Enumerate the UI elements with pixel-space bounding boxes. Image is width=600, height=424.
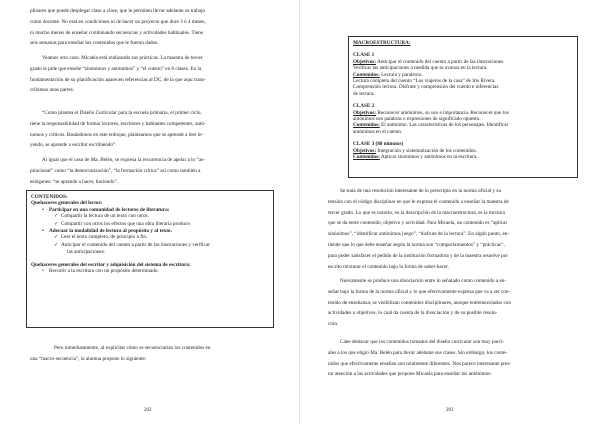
text-line: ales a los que eligió Ma. Belén para llevar adelante sus clases. Sin embargo, los conte- <box>328 349 508 356</box>
text-line: tenido de enseñanza; se visibilizan contenidos disciplinares, aunque entremezclados con <box>328 299 511 306</box>
text-line: como docente. No está en condiciones ni de hacer un proyecto que dure 3 ó 4 meses, <box>30 18 206 25</box>
text-line: actividades u objetivos, lo cual da cuenta de la disociación y de su posible resolu- <box>328 310 498 317</box>
text-line: tiende que lo que debe enseñar según la norma son “comportamientos” y “prácticas”, <box>328 241 505 248</box>
box-subitem: ✓ Leer el texto completo, de principio a fin. <box>31 234 269 241</box>
objectives-text: Anticipar el contenido del cuento a partir de las ilustraciones. <box>376 58 505 65</box>
box-item: • Adecuar la modalidad de lectura al propósito y al texto. <box>31 228 269 234</box>
page-number: 203 <box>446 408 454 413</box>
objectives-text: Reconocer antónimos, su uso e importancia. Reconocer que los <box>376 109 509 116</box>
left-paragraph-1 <box>30 6 274 49</box>
text-line: nidos que efectivamente enseñan son totalmente diferentes. Nos parece interesante pres- <box>328 360 512 367</box>
text-line: sinónimos”, “identificar antónimos juego”, “disfrute de la lectura”. En algún punto, en- <box>328 231 510 238</box>
box-title: CONTENIDOS: <box>31 194 68 200</box>
text-line: tiene la responsabilidad de formar lectores, escritores y hablantes competentes, autó- <box>30 120 206 127</box>
text-line: seis semanas para enseñar los contenidos que le fueron dados. <box>30 40 159 47</box>
text-line: nomos y críticos. Basándonos en este enfoque, planteamos que se aprende a leer le- <box>30 131 204 138</box>
class-3-title: CLASE 3 (80 minutos) <box>353 141 404 148</box>
text-line: Se trata de una resolución interesante de lo prescripto en la norma oficial y su <box>340 188 502 194</box>
class-2-title: CLASE 2 <box>353 103 375 110</box>
box-subtitle-2: Quehaceres generales del escritor y adquisición del sistema de escritura: <box>31 261 191 268</box>
right-paragraph-3 <box>328 337 578 380</box>
text-line: señar bajo la forma de la norma oficial y lo que efectivamente expresa que va a ser con- <box>328 288 511 295</box>
box-subitem: ✓ Compartir con otros los efectos que una obra literaria produce. <box>31 221 269 228</box>
box-item: • Recurrir a la escritura con un propósito determinado. <box>31 268 269 274</box>
text-line: ni mucho menos de enseñar combinando secuencias y actividades habituales. Tiene <box>30 29 204 36</box>
box-line: Lectura completa del cuento “Los viajeros de la casa” de Iris Rivera. <box>353 78 496 85</box>
text-line: Al igual que el caso de Ma. Belén, se expresa la recurrencia de apelar a lo “as- <box>42 157 205 163</box>
box-subitem: ✓ Compartir la lectura de un texto con otros. <box>31 213 269 220</box>
left-quote-paragraph <box>30 108 274 151</box>
objectives-label: Objetivos: <box>353 58 377 65</box>
text-line: tar atención a las actividades que propone Micaela para enseñar los antónimos: <box>328 371 492 378</box>
box-line: antónimos en el cuento. <box>353 128 403 135</box>
contents-label: Contenidos: <box>353 71 380 78</box>
contents-label: Contenidos: <box>353 122 380 129</box>
contenidos-box <box>26 190 274 328</box>
box-item: • Participar en una comunidad de lectores de literatura: <box>31 207 269 213</box>
box-title: MACROESTRUCTURA: <box>353 40 411 46</box>
text-line: tercer grado. Lo que es notorio, en la descripción de la macroestructura, es la mixtura <box>328 209 506 216</box>
text-line: eslóganes: “se aprende a hacer, haciendo”. <box>30 178 119 185</box>
text-line: Veamos otro caso. Micaela está realizando sus prácticas. La maestra de tercer <box>42 55 203 61</box>
text-line: Pero inmediatamente, al explicitar cómo se secuenciarían los contenidos en <box>54 345 211 351</box>
box-subtitle: Quehaceres generales del lector: <box>31 200 103 207</box>
left-paragraph-4 <box>30 155 274 187</box>
right-page <box>300 0 600 424</box>
macroestructura-box <box>348 36 578 178</box>
objectives-label: Objetivos: <box>353 109 377 116</box>
class-3-contents <box>353 154 573 160</box>
text-line: que se da entre contenido, objetivo y actividad. Para Micaela, un contenido es “aplicar <box>328 220 508 227</box>
right-paragraph-2 <box>328 276 578 330</box>
text-line: tensión con el código disciplinar en que le expresa el contenido a enseñar la maestra de <box>328 198 509 205</box>
contents-text: Lectura y paratexto. <box>379 71 423 78</box>
text-line: “Como plantea el Diseño Curricular para la escuela primaria, el primer ciclo, <box>42 110 202 116</box>
class-1-title: CLASE 1 <box>353 52 375 59</box>
box-line: antónimos son palabras o expresiones de significado opuesto. <box>353 116 481 123</box>
text-line: ción. <box>328 321 339 328</box>
contents-text: El antónimo. Las características de los personajes. Identificar <box>379 122 509 129</box>
contents-label: Contenidos: <box>353 154 380 161</box>
text-line: piracional” como “la democratización”, “la formación crítica” así como también a <box>30 167 201 174</box>
box-subitem-continuation: las anticipaciones. <box>67 249 106 256</box>
text-line: grado le pide que enseñe “sinónimos y antónimos” y “el cuento” en 6 clases. En la <box>30 65 202 72</box>
text-line: yendo, se aprende a escribir escribiendo”. <box>30 142 117 149</box>
objectives-text: Integración y sistematización de los contenidos. <box>376 147 477 154</box>
text-line: Nuevamente se produce una disociación entre lo señalado como contenido a en- <box>340 278 507 284</box>
box-line: Verificar las anticipaciones a medida que se avanza en la lectura. <box>353 65 488 72</box>
text-line: una “macro-secuencia”, la alumna propone lo siguiente: <box>30 355 147 362</box>
box-line: Comprensión lectora. Disfrute y comprensión del cuento e inferencias <box>353 84 499 91</box>
left-paragraph-2 <box>30 53 274 96</box>
text-line: Cabe destacar que los contenidos tomados del diseño curricular son muy parci- <box>340 339 505 345</box>
contents-text: Aplicar sinónimos y antónimos en la escritura. <box>379 154 478 161</box>
box-subitem: ✓ Anticipar el contenido del cuento a partir de las ilustraciones y verificar <box>31 242 269 249</box>
left-paragraph-5 <box>30 343 274 365</box>
objectives-label: Objetivos: <box>353 147 377 154</box>
page-number: 202 <box>144 408 152 413</box>
text-line: fundamentación de su planificación aparecen referencias al DC, de la que aquí trans- <box>30 76 206 83</box>
text-line: cribimos unas partes: <box>30 87 75 94</box>
text-line: plinares que puede desplegar clase a clase, que le permiten llevar adelante su trabajo <box>30 8 206 14</box>
right-paragraph-1 <box>328 186 578 272</box>
text-line: escrito mixturar el contenido bajo la forma de saber-hacer. <box>328 263 450 270</box>
box-line: de lectura. <box>353 90 375 97</box>
text-line: para poder satisfacer el pedido de la institución formadora y de la maestra resuelve por <box>328 252 509 259</box>
